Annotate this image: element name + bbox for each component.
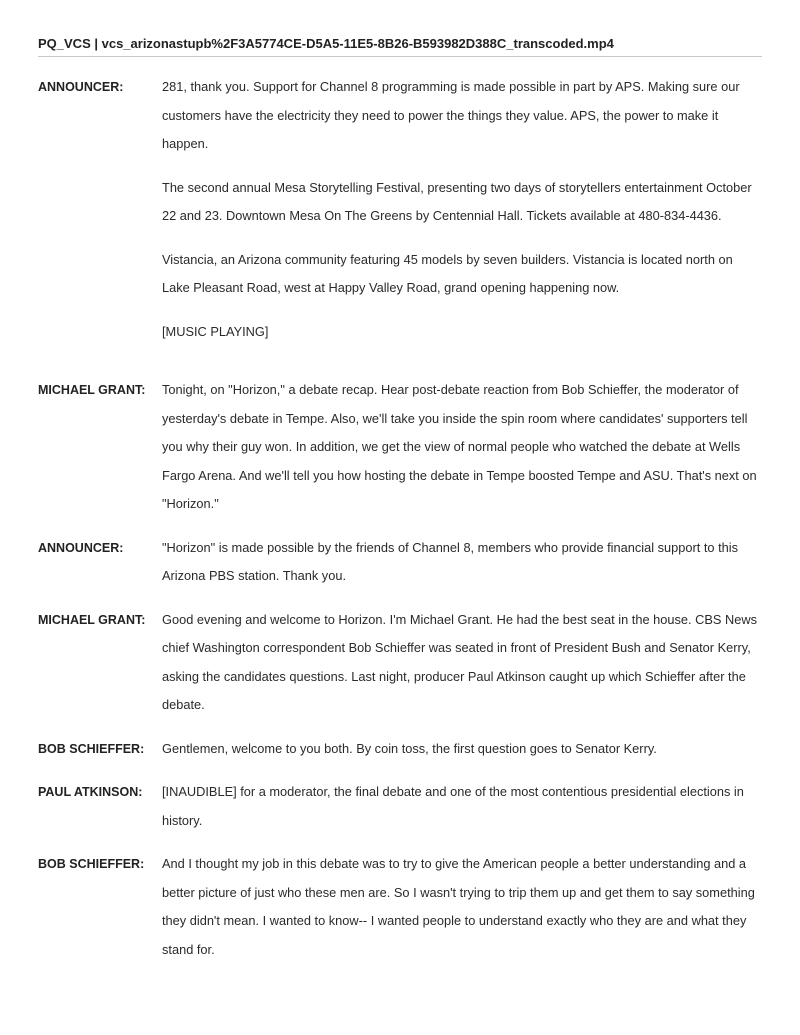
speaker-label: MICHAEL GRANT: <box>38 612 146 627</box>
speech-block <box>162 534 762 606</box>
speech-paragraph: Gentlemen, welcome to you both. By coin toss, the first question goes to Senator Kerry. <box>162 740 657 756</box>
speaker-label: BOB SCHIEFFER: <box>38 741 145 756</box>
speaker-label: ANNOUNCER: <box>38 540 124 555</box>
speech-block <box>162 778 762 850</box>
transcript-turn <box>38 850 762 979</box>
speech-paragraph: And I thought my job in this debate was to try to give the American people a better understanding and a better picture of just who these men are. So I wasn't trying to trip them up and get them to say something they didn't mean. I wanted to know-- I wanted people to understand exactly who they are and what they stand for. <box>162 856 755 957</box>
speech-paragraph: Good evening and welcome to Horizon. I'm Michael Grant. He had the best seat in the house. CBS News chief Washington correspondent Bob Schieffer was seated in front of President Bush and Senator Kerry, asking the candidates questions. Last night, producer Paul Atkinson caught up which Schieffer after the debate. <box>162 611 757 712</box>
transcript-turn <box>38 73 762 376</box>
speaker-label: PAUL ATKINSON: <box>38 785 143 799</box>
speech-paragraph: 281, thank you. Support for Channel 8 programming is made possible in part by APS. Making sure our customers have the electricity they need to power the things they value. APS, the power to make it happen. <box>162 79 740 151</box>
speech-paragraph: The second annual Mesa Storytelling Festival, presenting two days of storytellers entertainment October 22 and 23. Downtown Mesa On The Greens by Centennial Hall. Tickets available at 480-834-4436. <box>162 179 752 223</box>
speech-paragraph: Tonight, on "Horizon," a debate recap. Hear post-debate reaction from Bob Schieffer, the moderator of yesterday's debate in Tempe. Also, we'll take you inside the spin room where candidates' supporters tell you why their guy won. In addition, we get the view of normal people who watched the debate at Wells Fargo Arena. And we'll tell you how hosting the debate in Tempe boosted Tempe and ASU. That's next on "Horizon." <box>162 382 757 511</box>
speech-paragraph: "Horizon" is made possible by the friends of Channel 8, members who provide financial support to this Arizona PBS station. Thank you. <box>162 539 738 583</box>
speech-block <box>162 850 762 979</box>
transcript-turn <box>38 606 762 735</box>
document-header: PQ_VCS | vcs_arizonastupb%2F3A5774CE-D5A5-11E5-8B26-B593982D388C_transcoded.mp4 <box>38 36 762 57</box>
speech-paragraph: Vistancia, an Arizona community featuring 45 models by seven builders. Vistancia is located north on Lake Pleasant Road, west at Happy Valley Road, grand opening happening now. <box>162 251 733 295</box>
speech-paragraph: [MUSIC PLAYING] <box>162 323 269 339</box>
speech-block <box>162 606 762 735</box>
speech-block <box>162 376 762 534</box>
transcript-turn <box>38 735 762 779</box>
speech-paragraph: [INAUDIBLE] for a moderator, the final debate and one of the most contentious presidential elections in history. <box>162 784 744 828</box>
speech-block <box>162 73 762 376</box>
speaker-label: ANNOUNCER: <box>38 80 124 94</box>
transcript-turn <box>38 376 762 534</box>
transcript-turn <box>38 534 762 606</box>
speech-block <box>162 735 762 779</box>
speaker-label: MICHAEL GRANT: <box>38 383 146 397</box>
speaker-label: BOB SCHIEFFER: <box>38 857 145 871</box>
transcript-turn <box>38 778 762 850</box>
